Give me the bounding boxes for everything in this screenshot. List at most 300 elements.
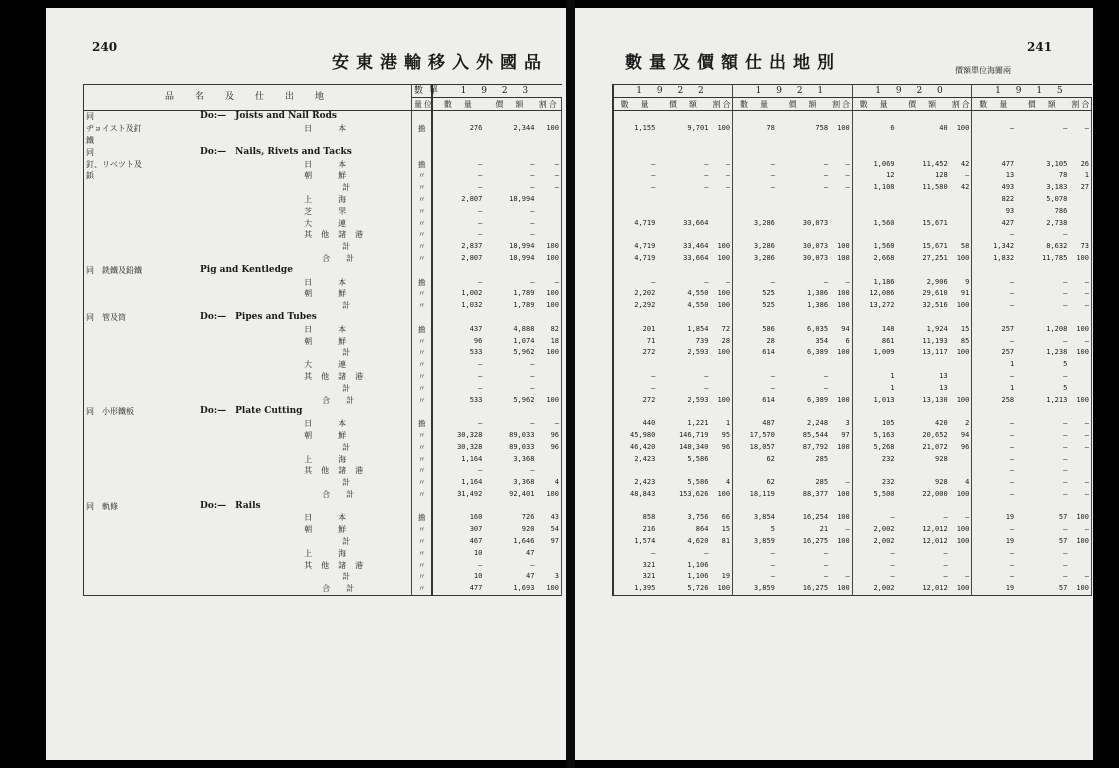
value-cell: 1,693 [513,584,535,593]
value-cell: 30,073 [802,253,829,262]
share-cell [1069,382,1091,394]
value-cell: 1,386 [806,301,829,310]
share-cell [950,406,972,418]
table-row [613,288,1092,300]
unit: 擔 [411,158,432,170]
quantity-cell: — [972,371,1016,383]
share-cell: 100 [536,288,561,300]
value-cell: — [530,183,535,192]
value-cell: 12,012 [922,525,948,534]
quantity-cell: — [972,477,1016,489]
quantity-cell [733,205,777,217]
share-cell [536,229,561,241]
share-cell: — [1069,477,1091,489]
share-cell: 82 [536,323,561,335]
value-cell: 18,994 [509,253,535,262]
item-description [198,583,302,595]
quantity-cell: 1,069 [852,158,896,170]
quantity-cell: 861 [852,335,896,347]
quantity-cell: 3,859 [733,583,777,595]
table-row [84,571,562,583]
quantity-cell [733,500,777,512]
quantity-cell [432,500,484,512]
value-cell: — [943,513,948,522]
quantity-cell [613,500,657,512]
left-data-table [83,84,562,596]
share-cell: 96 [536,441,561,453]
quantity-cell: 12 [852,170,896,182]
value-cell [657,194,710,206]
unit [411,264,432,276]
item-name: ヂョイスト及釘 [86,124,142,134]
unit: 〃 [411,359,432,371]
table-row [84,359,562,371]
destination: 上 海 [304,548,356,558]
item-description [198,300,302,312]
item-description [198,547,302,559]
table-row [613,512,1092,524]
item-name: 鋲 [86,171,94,181]
item-description [198,182,302,194]
share-cell [830,217,852,229]
value-cell: — [704,171,709,180]
value-cell: 2,593 [687,348,709,357]
table-row [84,123,562,135]
quantity-cell: 1,164 [432,477,484,489]
item-name [84,430,199,442]
item-description [198,158,302,170]
table-row [613,300,1092,312]
header-quantity: 數 量 [432,98,484,111]
value-cell: — [530,371,535,380]
value-cell [657,135,710,147]
share-cell: 100 [536,489,561,501]
item-name [84,253,199,265]
destination: 計 [342,537,360,547]
share-cell [710,111,732,123]
quantity-cell: 437 [432,323,484,335]
quantity-cell: 71 [613,335,657,347]
share-cell [536,406,561,418]
unit: 〃 [411,559,432,571]
quantity-cell: — [432,559,484,571]
value-cell: 30,073 [802,242,829,251]
value-cell [484,111,536,123]
share-cell: 58 [950,241,972,253]
table-row [613,536,1092,548]
value-cell [484,135,536,147]
share-cell [1069,406,1091,418]
share-cell: 100 [830,253,852,265]
value-cell: 5,962 [513,348,535,357]
unit: 〃 [411,347,432,359]
quantity-cell: 257 [972,347,1016,359]
header-year-2: 1 9 2 0 [852,85,972,98]
quantity-cell: — [733,571,777,583]
quantity-cell [733,312,777,324]
share-cell: 94 [830,323,852,335]
table-row [84,182,562,194]
item-description [198,347,302,359]
value-cell [777,465,830,477]
destination: 其他諸港 [304,230,373,240]
share-cell: 100 [710,241,732,253]
left-page [46,8,566,760]
value-cell [897,465,950,477]
header-sub-p: 割合 [832,99,853,109]
value-cell: 12,012 [922,537,948,546]
value-cell: — [1063,478,1068,487]
quantity-cell: 1,342 [972,241,1016,253]
share-cell [950,559,972,571]
quantity-cell: — [972,276,1016,288]
value-cell: — [823,572,829,581]
share-cell: 100 [710,394,732,406]
share-cell: 18 [536,335,561,347]
item-description [198,571,302,583]
unit: 〃 [411,170,432,182]
value-cell [777,406,830,418]
quantity-cell [613,359,657,371]
share-cell: 100 [830,441,852,453]
quantity-cell: — [733,276,777,288]
quantity-cell [852,465,896,477]
share-cell [1069,371,1091,383]
value-cell: 5,726 [687,584,709,593]
quantity-cell: 822 [972,194,1016,206]
header-year-0: 1 9 2 2 [613,85,733,98]
quantity-cell: 3,859 [733,536,777,548]
quantity-cell: 858 [613,512,657,524]
value-cell: — [530,466,535,475]
header-sub-v: 價 額 [1016,98,1069,111]
value-cell: 11,193 [922,336,948,345]
table-row [613,146,1092,158]
value-cell: 1,074 [513,336,535,345]
value-cell: 47 [525,548,535,557]
left-page-title: 安東港輸移入外國品 [332,53,548,73]
table-row [84,465,562,477]
unit: 〃 [411,547,432,559]
share-cell [1069,135,1091,147]
share-cell [710,465,732,477]
share-cell: 66 [710,512,732,524]
value-cell [897,264,950,276]
value-cell [777,146,830,158]
table-row [613,441,1092,453]
value-cell: 89,033 [509,442,535,451]
value-cell: 726 [521,513,535,522]
quantity-cell [432,146,484,158]
share-cell [950,146,972,158]
share-cell [830,205,852,217]
share-cell: 100 [1069,512,1091,524]
quantity-cell [852,194,896,206]
value-cell: 32,516 [922,301,948,310]
destination: 其他諸港 [304,371,373,381]
page-number-left: 240 [92,40,118,54]
destination: 朝 鮮 [304,336,356,346]
share-cell: 100 [1069,347,1091,359]
value-cell: 2,248 [806,419,829,428]
share-cell: — [536,182,561,194]
value-cell: — [530,206,535,215]
table-row [613,559,1092,571]
share-cell [830,382,852,394]
value-cell [897,111,950,123]
share-cell: 100 [950,536,972,548]
share-cell: 85 [950,335,972,347]
quantity-cell: 2,002 [852,583,896,595]
table-row [613,170,1092,182]
value-cell: 1,208 [1046,324,1068,333]
share-cell: — [1069,335,1091,347]
value-cell: — [704,183,709,192]
table-row [613,111,1092,123]
value-cell: 15,671 [922,242,948,251]
table-row [613,359,1092,371]
quantity-cell: 533 [432,347,484,359]
value-cell: — [943,560,948,569]
units-note: 價額單位海關兩 [955,66,1011,75]
destination: 日 本 [304,159,356,169]
share-cell: — [1069,300,1091,312]
table-row [84,229,562,241]
value-cell: 11,452 [922,159,948,168]
quantity-cell: — [972,453,1016,465]
item-description [198,371,302,383]
quantity-cell: — [613,276,657,288]
unit [411,111,432,123]
value-cell: 87,792 [802,442,829,451]
share-cell [950,500,972,512]
share-cell: 100 [950,524,972,536]
share-cell [536,194,561,206]
unit: 〃 [411,430,432,442]
quantity-cell: 4,719 [613,241,657,253]
quantity-cell [613,406,657,418]
quantity-cell: 1,009 [852,347,896,359]
destination: 合 計 [322,395,359,405]
value-cell: — [1063,301,1068,310]
quantity-cell [613,111,657,123]
table-row [84,347,562,359]
value-cell [484,406,536,418]
quantity-cell [852,500,896,512]
quantity-cell [613,229,657,241]
table-row [613,335,1092,347]
share-cell: 96 [950,441,972,453]
value-cell: — [704,548,709,557]
share-cell: 3 [830,418,852,430]
value-cell [777,359,830,371]
page-number-right: 241 [1027,40,1053,54]
share-cell [950,205,972,217]
share-cell: 4 [536,477,561,489]
quantity-cell: — [432,158,484,170]
destination: 日 本 [304,277,356,287]
unit: 擔 [411,123,432,135]
value-cell: 6,389 [806,395,829,404]
value-cell [1016,500,1069,512]
quantity-cell: 1,574 [613,536,657,548]
share-cell [950,217,972,229]
share-cell: 96 [710,441,732,453]
share-cell: 15 [950,323,972,335]
quantity-cell: 3,286 [733,253,777,265]
unit: 擔 [411,418,432,430]
destination: 計 [342,572,360,582]
share-cell [536,371,561,383]
quantity-cell [852,359,896,371]
table-row [84,394,562,406]
item-name [84,418,199,430]
table-row [613,217,1092,229]
value-cell: 16,275 [802,537,829,546]
quantity-cell: — [613,382,657,394]
quantity-cell: — [432,205,484,217]
value-cell: 3,368 [513,454,535,463]
value-cell: 6,389 [806,348,829,357]
share-cell: 100 [950,300,972,312]
value-cell: — [943,572,948,581]
quantity-cell: 321 [613,559,657,571]
share-cell [950,312,972,324]
value-cell [777,264,830,276]
share-cell: 100 [536,347,561,359]
value-cell: 928 [935,454,948,463]
item-name [84,288,199,300]
value-cell: — [530,159,535,168]
value-cell: 5,586 [687,478,709,487]
value-cell: — [530,230,535,239]
item-name [84,441,199,453]
quantity-cell: 62 [733,453,777,465]
quantity-cell [733,359,777,371]
quantity-cell [852,312,896,324]
value-cell [657,111,710,123]
quantity-cell: 3,286 [733,217,777,229]
quantity-cell: 321 [613,571,657,583]
table-row [84,512,562,524]
value-cell: 57 [1058,537,1068,546]
table-row [84,536,562,548]
quantity-cell [852,264,896,276]
value-cell: 88,377 [802,489,829,498]
table-row [613,158,1092,170]
table-row [84,135,562,147]
header-year-3: 1 9 1 5 [972,85,1092,98]
value-cell: 27,251 [922,253,948,262]
table-row [613,312,1092,324]
quantity-cell: 3,854 [733,512,777,524]
quantity-cell: 586 [733,323,777,335]
value-cell: 15,671 [922,218,948,227]
share-cell: 100 [710,123,732,135]
unit: 〃 [411,571,432,583]
header-year-1: 1 9 2 1 [733,85,853,98]
quantity-cell [852,135,896,147]
quantity-cell [972,406,1016,418]
share-cell [536,453,561,465]
share-cell: 100 [1069,536,1091,548]
share-cell: — [1069,441,1091,453]
table-row [84,335,562,347]
value-cell: 57 [1058,513,1068,522]
table-row [613,500,1092,512]
share-cell [1069,465,1091,477]
quantity-cell: 1,108 [852,182,896,194]
table-row [84,382,562,394]
quantity-cell: — [852,571,896,583]
destination: 計 [342,348,360,358]
unit: 〃 [411,194,432,206]
destination: 日 本 [304,419,356,429]
share-cell [830,359,852,371]
quantity-cell: 18,119 [733,489,777,501]
table-row [84,489,562,501]
unit: 〃 [411,489,432,501]
value-cell: — [530,383,535,392]
header-sub-v: 價 額 [897,98,950,111]
share-cell: 96 [536,430,561,442]
value-cell [657,205,710,217]
value-cell: 739 [695,336,709,345]
destination [302,500,411,512]
quantity-cell: 2,292 [613,300,657,312]
table-row [613,123,1092,135]
quantity-cell: — [972,489,1016,501]
header-unit2: 量位 [411,98,432,111]
quantity-cell: 614 [733,394,777,406]
share-cell: 100 [1069,394,1091,406]
header-sub-q: 數 量 [972,98,1016,111]
value-cell: 4,550 [687,301,709,310]
unit [411,406,432,418]
quantity-cell: 1,560 [852,217,896,229]
quantity-cell [972,500,1016,512]
share-cell: — [950,571,972,583]
value-cell [657,500,710,512]
value-cell: 40 [939,124,948,133]
quantity-cell: — [972,335,1016,347]
value-cell [484,312,536,324]
share-cell: 100 [710,288,732,300]
quantity-cell: 2,423 [613,453,657,465]
quantity-cell [613,264,657,276]
quantity-cell: 17,570 [733,430,777,442]
share-cell [1069,559,1091,571]
quantity-cell: 13,272 [852,300,896,312]
share-cell [1069,264,1091,276]
quantity-cell [733,146,777,158]
quantity-cell [733,194,777,206]
value-cell: 1,238 [1046,348,1068,357]
table-row [613,229,1092,241]
share-cell [710,547,732,559]
quantity-cell: — [613,170,657,182]
quantity-cell [852,146,896,158]
value-cell: 1,386 [806,289,829,298]
item-description: Pig and Kentledge [200,264,293,275]
share-cell: 42 [950,158,972,170]
share-cell: 100 [830,300,852,312]
unit: 〃 [411,217,432,229]
share-cell: 100 [830,489,852,501]
item-name: 同 管及筒 [86,312,126,322]
header-sub-q: 數 量 [613,98,657,111]
quantity-cell: 2,807 [432,194,484,206]
